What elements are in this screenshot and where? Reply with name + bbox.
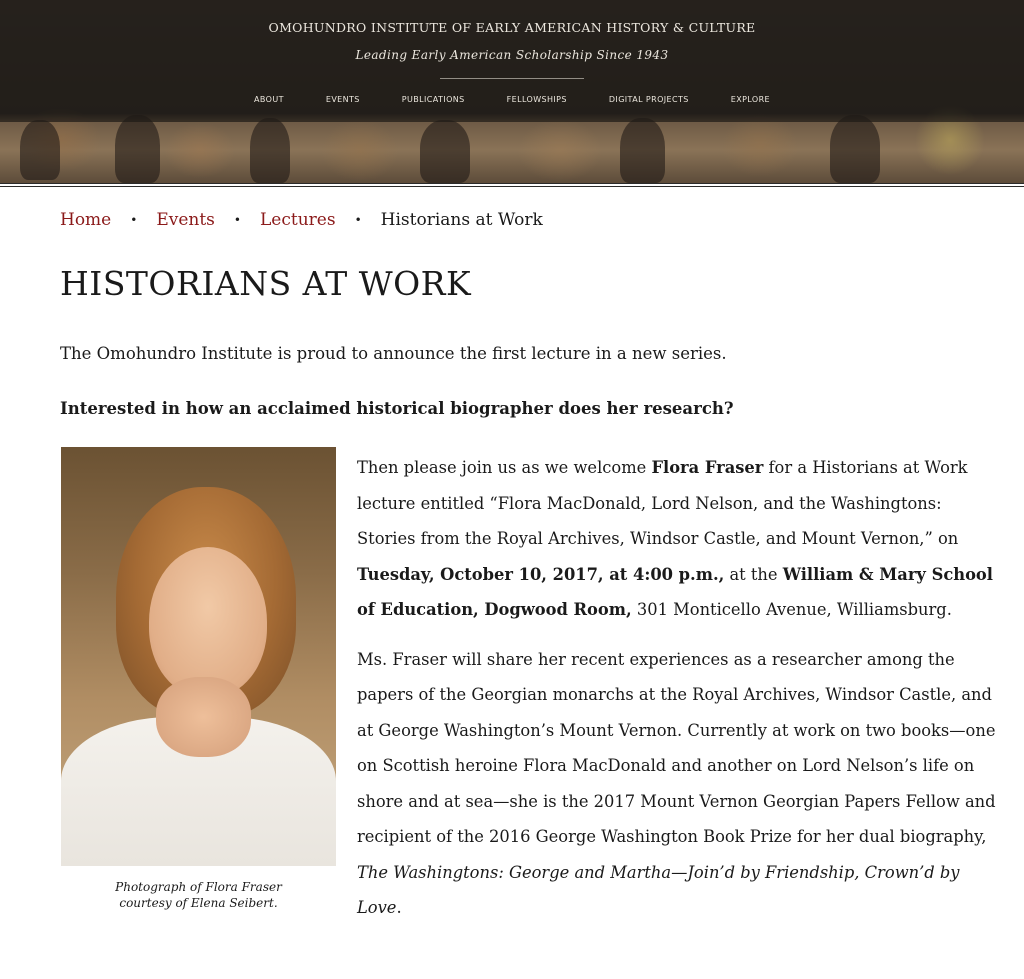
event-datetime: Tuesday, October 10, 2017, at 4:00 p.m.,	[357, 564, 725, 584]
main-nav	[0, 95, 1024, 104]
text-run: for a Historians at Work lecture entitled “Flora MacDonald, Lord Nelson, and the Washingtons: Stories from the Royal Archives, Windsor Castle, and Mount Vernon,” on	[357, 458, 968, 548]
text-run: .	[396, 898, 402, 917]
article-body	[357, 450, 997, 940]
nav-item-fellowships[interactable]: FELLOWSHIPS	[506, 95, 567, 104]
breadcrumb-separator: •	[354, 213, 362, 227]
photo-caption	[61, 879, 336, 911]
breadcrumb-home-link[interactable]: Home	[60, 210, 112, 230]
text-run: 301 Monticello Avenue, Williamsburg.	[631, 600, 952, 619]
header-divider	[0, 183, 1024, 187]
nav-item-publications[interactable]: PUBLICATIONS	[401, 95, 465, 104]
event-paragraph	[357, 450, 997, 628]
banner-illustration-figure	[420, 120, 470, 183]
speaker-photo	[61, 447, 336, 866]
text-run: Ms. Fraser will share her recent experiences as a researcher among the papers of the Georgian monarchs at the Royal Archives, Windsor Castle, and at George Washington’s Mount Vernon. Currently at work on two books—one on Scottish heroine Flora MacDonald and another on Lord Nelson’s life on shore and at sea—she is the 2017 Mount Vernon Georgian Papers Fellow and recipient of the 2016 George Washington Book Prize for her dual biography,	[357, 649, 996, 846]
speaker-name: Flora Fraser	[651, 458, 764, 477]
book-title: The Washingtons: George and Martha—Join’d by Friendship, Crown’d by Love	[357, 862, 960, 917]
site-tagline: Leading Early American Scholarship Since 1943	[355, 48, 669, 62]
text-run: Then please join us as we welcome	[357, 458, 652, 477]
photo-face	[149, 547, 267, 697]
nav-item-about[interactable]: ABOUT	[254, 95, 284, 104]
banner-illustration-figure	[620, 118, 665, 183]
header-banner	[0, 0, 1024, 183]
banner-illustration-figure	[250, 118, 290, 183]
breadcrumb-events-link[interactable]: Events	[156, 210, 215, 230]
page-title: HISTORIANS AT WORK	[60, 264, 472, 303]
photo-hand	[156, 677, 251, 757]
banner-illustration-figure	[830, 115, 880, 183]
event-venue: William & Mary School of Education, Dogwood Room,	[357, 564, 993, 619]
breadcrumb-separator: •	[130, 213, 138, 227]
breadcrumb	[60, 208, 543, 232]
banner-illustration-figure	[115, 115, 160, 183]
breadcrumb-lectures-link[interactable]: Lectures	[260, 210, 336, 230]
lead-question: Interested in how an acclaimed historical biographer does her research?	[60, 399, 734, 418]
banner-illustration-figure	[20, 120, 60, 180]
breadcrumb-current: Historians at Work	[380, 210, 543, 230]
intro-text: The Omohundro Institute is proud to announce the first lecture in a new series.	[60, 344, 727, 363]
photo-caption-line: courtesy of Elena Seibert.	[119, 896, 278, 910]
text-run: at the	[724, 564, 783, 584]
nav-item-digital-projects[interactable]: DIGITAL PROJECTS	[608, 95, 689, 104]
nav-item-explore[interactable]: EXPLORE	[730, 95, 770, 104]
breadcrumb-separator: •	[233, 213, 241, 227]
nav-item-events[interactable]: EVENTS	[325, 95, 360, 104]
tagline-divider	[440, 78, 584, 79]
site-title[interactable]: OMOHUNDRO INSTITUTE OF EARLY AMERICAN HISTORY & CULTURE	[268, 20, 756, 35]
photo-caption-line: Photograph of Flora Fraser	[115, 880, 282, 894]
bio-paragraph	[357, 642, 997, 926]
